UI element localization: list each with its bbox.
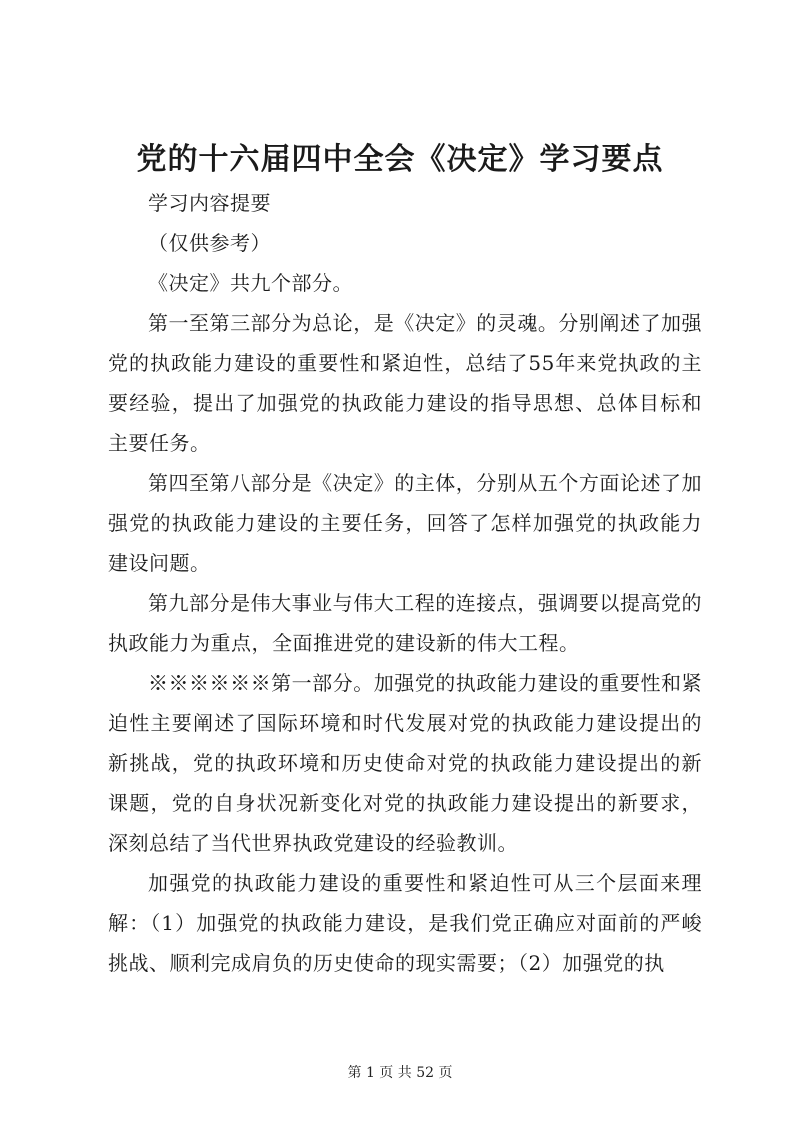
paragraph-parts-1-3: 第一至第三部分为总论，是《决定》的灵魂。分别阐述了加强党的执政能力建设的重要性和紧迫性，总结了55年来党执政的主要经验，提出了加强党的执政能力建设的指导思想、总体目标和主要任务。 [108, 311, 702, 455]
page-footer: 第 1 页 共 52 页 [347, 1065, 453, 1081]
paragraph-parts-4-8: 第四至第八部分是《决定》的主体，分别从五个方面论述了加强党的执政能力建设的主要任务，回答了怎样加强党的执政能力建设问题。 [108, 471, 702, 575]
paragraph-overview: 《决定》共九个部分。 [148, 271, 353, 295]
document-body [108, 183, 702, 983]
paragraph-importance: 加强党的执政能力建设的重要性和紧迫性可从三个层面来理解：（1）加强党的执政能力建设，是我们党正确应对面前的严峻挑战、顺利完成肩负的历史使命的现实需要；（2）加强党的执 [108, 871, 702, 975]
paragraph-reference-note: （仅供参考） [148, 231, 271, 255]
paragraph-part-1-detail: ※※※※※※第一部分。加强党的执政能力建设的重要性和紧迫性主要阐述了国际环境和时代发展对党的执政能力建设提出的新挑战，党的执政环境和历史使命对党的执政能力建设提出的新课题，党的自身状况新变化对党的执政能力建设提出的新要求，深刻总结了当代世界执政党建设的经验教训。 [108, 671, 702, 855]
paragraph-summary-heading: 学习内容提要 [148, 191, 271, 215]
document-title: 党的十六届四中全会《决定》学习要点 [136, 142, 664, 177]
paragraph-part-9: 第九部分是伟大事业与伟大工程的连接点，强调要以提高党的执政能力为重点，全面推进党的建设新的伟大工程。 [108, 591, 702, 655]
